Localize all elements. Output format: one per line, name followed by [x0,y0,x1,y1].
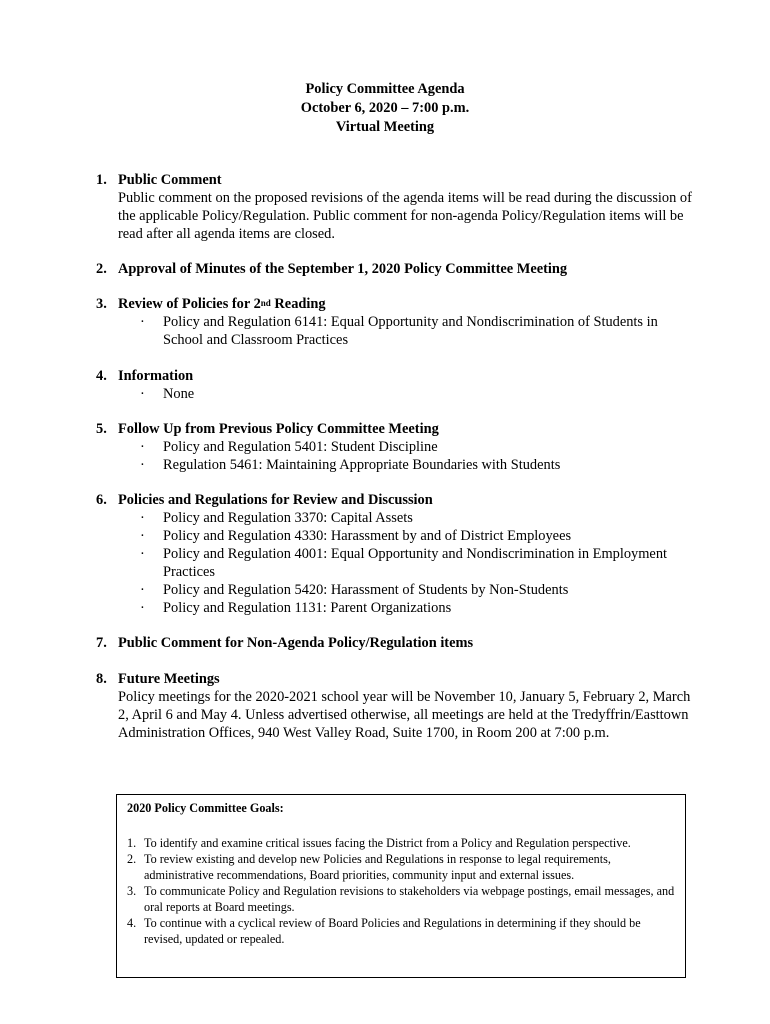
goal-text: To identify and examine critical issues facing the District from a Policy and Regulation perspective. [144,836,631,850]
section-future-meetings [96,670,696,742]
list-item [140,456,696,474]
section-number: 5. [96,421,107,437]
section-title: Follow Up from Previous Policy Committee Meeting [118,421,439,437]
list-item-text: Policy and Regulation 1131: Parent Organizations [163,600,452,616]
section-number: 6. [96,492,107,508]
list-item [140,599,696,617]
section-title: Policies and Regulations for Review and Discussion [118,492,433,508]
list-item [140,545,696,581]
section-title-post: Reading [270,296,326,312]
goal-text: To communicate Policy and Regulation revisions to stakeholders via webpage postings, email messages, and oral reports at Board meetings. [144,884,675,914]
goal-number: 4. [127,916,137,930]
list-item [140,527,696,545]
list-item-text: Policy and Regulation 5420: Harassment of Students by Non-Students [163,582,569,598]
list-item [140,509,696,527]
section-title: Public Comment for Non-Agenda Policy/Regulation items [118,635,474,651]
section-number: 1. [96,172,107,188]
section-number: 2. [96,261,107,277]
list-item [140,438,696,456]
section-title-superscript: nd [260,298,271,308]
section-title: Future Meetings [118,671,220,687]
bullet-list [96,313,696,349]
section-title: Public Comment [118,172,222,188]
agenda-location: Virtual Meeting [335,119,435,135]
goals-list [127,835,675,947]
goal-item [127,883,675,915]
agenda-date: October 6, 2020 – 7:00 p.m. [300,100,470,116]
goal-item [127,851,675,883]
agenda-title: Policy Committee Agenda [305,81,465,97]
goals-box [116,794,686,978]
bullet-icon: · [140,314,145,330]
section-number: 4. [96,368,107,384]
section-public-comment-non-agenda [96,634,696,652]
list-item [140,385,696,403]
list-item-text: Regulation 5461: Maintaining Appropriate Boundaries with Students [163,457,561,473]
section-number: 8. [96,671,107,687]
list-item-text: Policy and Regulation 4330: Harassment by and of District Employees [163,528,572,544]
bullet-icon: · [140,386,145,402]
goals-title: 2020 Policy Committee Goals: [127,801,284,815]
bullet-icon: · [140,582,145,598]
section-information [96,367,696,403]
list-item [140,313,696,349]
bullet-list [96,385,696,403]
section-review-policies [96,295,696,349]
list-item-text: None [163,386,195,402]
bullet-list [96,509,696,617]
section-number: 3. [96,296,107,312]
goal-number: 3. [127,884,137,898]
goal-item [127,915,675,947]
bullet-list [96,438,696,474]
section-body: Public comment on the proposed revisions of the agenda items will be read during the discussion of the applicable Policy/Regulation. Public comment for non-agenda Policy/Regulation items will be read after all agenda items are closed. [118,190,692,242]
list-item [140,581,696,599]
section-title-pre: Review of Policies for 2 [118,296,261,312]
bullet-icon: · [140,457,145,473]
list-item-text: Policy and Regulation 4001: Equal Opportunity and Nondiscrimination in Employment Practices [163,546,668,580]
section-title: Information [118,368,194,384]
goal-number: 1. [127,836,137,850]
list-item-text: Policy and Regulation 5401: Student Discipline [163,439,438,455]
bullet-icon: · [140,439,145,455]
section-public-comment [96,171,696,243]
goal-item [127,835,675,851]
section-body: Policy meetings for the 2020-2021 school year will be November 10, January 5, February 2, March 2, April 6 and May 4. Unless advertised otherwise, all meetings are held at the Tredyffrin/Easttown Administration Offices, 940 West Valley Road, Suite 1700, in Room 200 at 7:00 p.m. [118,689,691,741]
list-item-text: Policy and Regulation 3370: Capital Assets [163,510,413,526]
bullet-icon: · [140,528,145,544]
goal-text: To review existing and develop new Policies and Regulations in response to legal requirements, administrative recommendations, Board priorities, community input and external issues. [144,852,611,882]
bullet-icon: · [140,600,145,616]
section-title: Approval of Minutes of the September 1, 2020 Policy Committee Meeting [118,261,568,277]
bullet-icon: · [140,510,145,526]
goal-text: To continue with a cyclical review of Board Policies and Regulations in determining if they should be revised, updated or repealed. [144,916,641,946]
section-policies-for-review [96,491,696,617]
list-item-text: Policy and Regulation 6141: Equal Opportunity and Nondiscrimination of Students in School and Classroom Practices [163,314,658,348]
section-follow-up [96,420,696,474]
agenda-header [0,80,770,137]
section-number: 7. [96,635,107,651]
goal-number: 2. [127,852,137,866]
bullet-icon: · [140,546,145,562]
section-approval-of-minutes [96,260,696,278]
